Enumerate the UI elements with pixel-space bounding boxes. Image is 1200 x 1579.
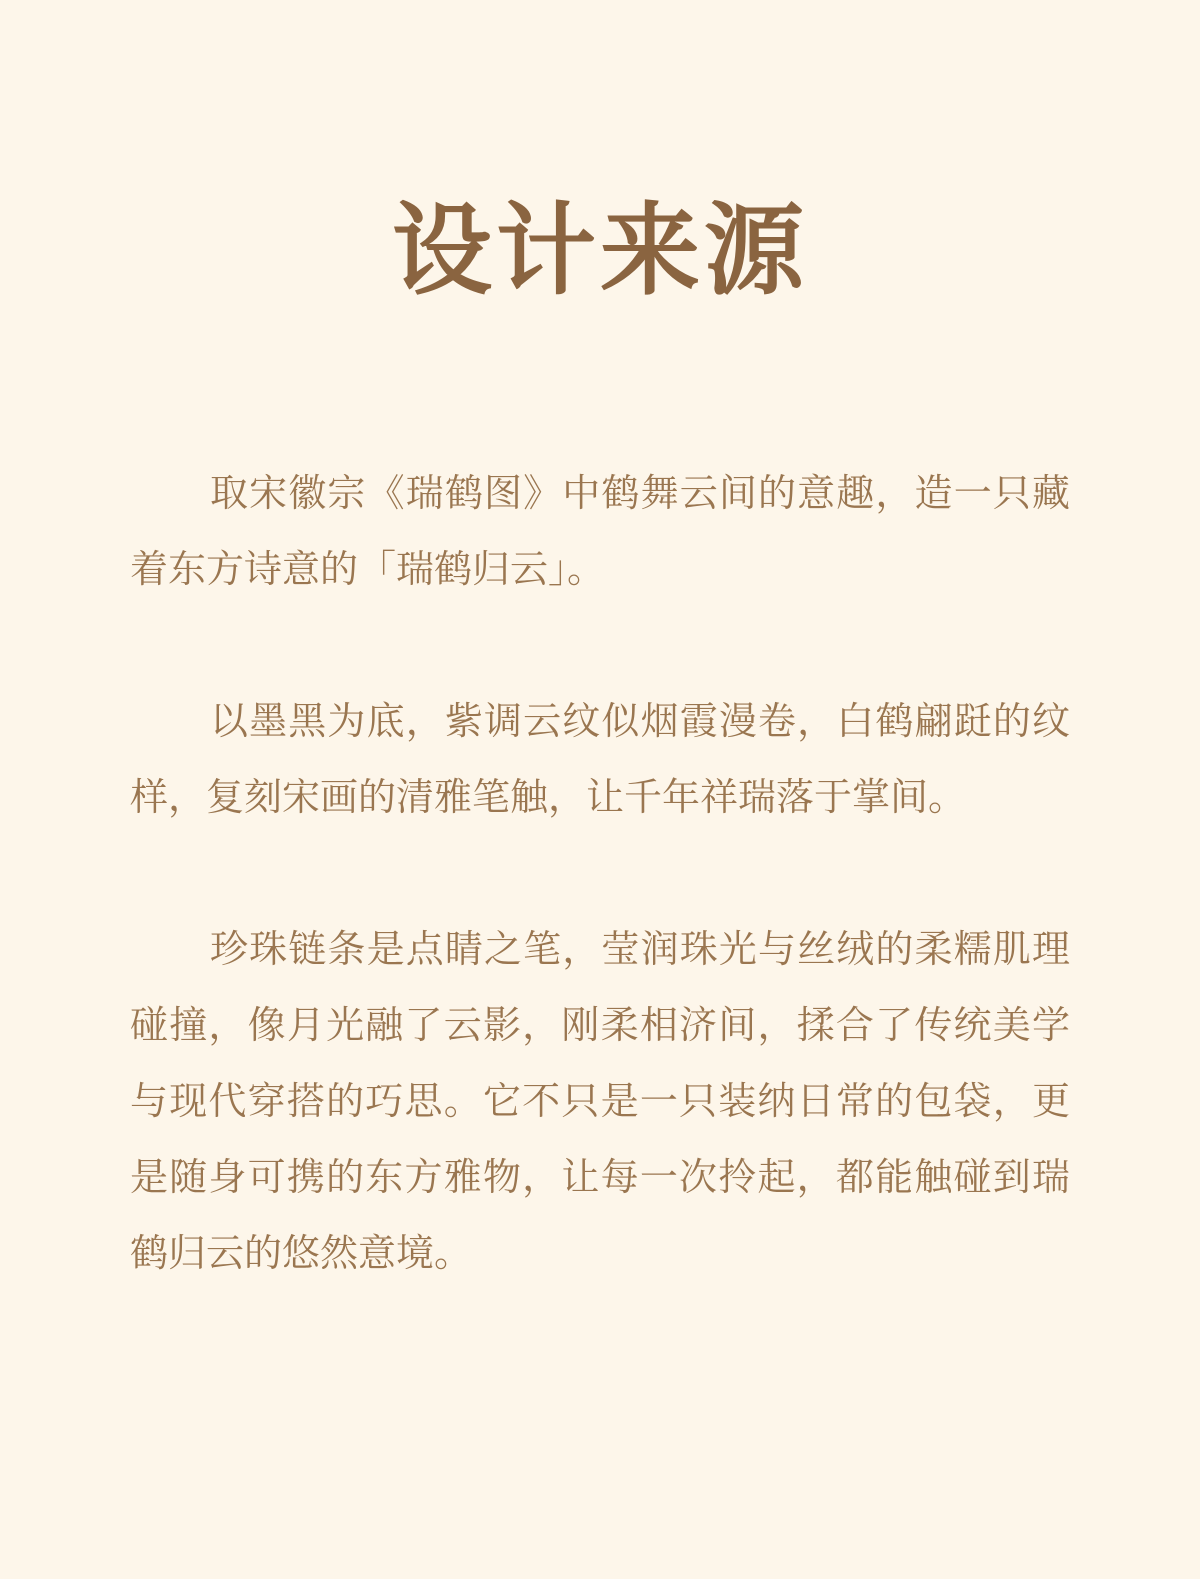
description-body (130, 455, 1070, 1291)
paragraph-pearl-chain: 珍珠链条是点睛之笔，莹润珠光与丝绒的柔糯肌理碰撞，像月光融了云影，刚柔相济间，揉合了传统美学与现代穿搭的巧思。它不只是一只装纳日常的包袋，更是随身可携的东方雅物，让每一次拎起，都能触碰到瑞鹤归云的悠然意境。 (130, 927, 1070, 1275)
paragraph-pattern: 以墨黑为底，紫调云纹似烟霞漫卷，白鹤翩跹的纹样，复刻宋画的清雅笔触，让千年祥瑞落于掌间。 (130, 699, 1070, 819)
page-title: 设计来源 (392, 191, 808, 309)
paragraph-origin: 取宋徽宗《瑞鹤图》中鹤舞云间的意趣，造一只藏着东方诗意的「瑞鹤归云」。 (130, 471, 1070, 591)
